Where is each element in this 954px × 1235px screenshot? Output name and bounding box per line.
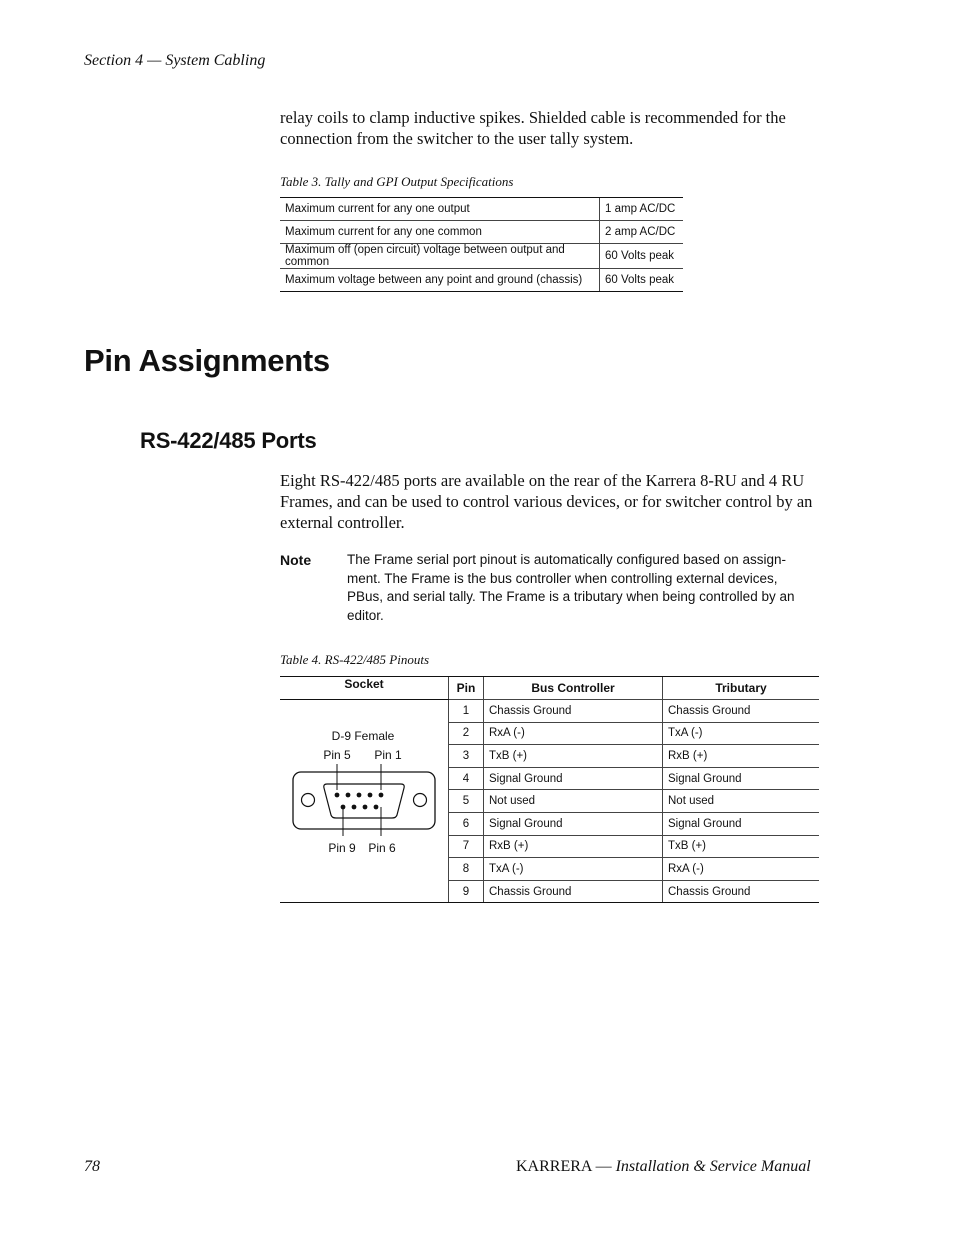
trib-cell: RxA (-) bbox=[663, 858, 820, 881]
table-row bbox=[280, 700, 819, 723]
trib-cell: Chassis Ground bbox=[663, 700, 820, 723]
bus-cell: Chassis Ground bbox=[484, 880, 663, 903]
header-pin: Pin bbox=[449, 677, 484, 700]
value-cell: 2 amp AC/DC bbox=[600, 221, 684, 244]
pin-3 bbox=[357, 793, 362, 798]
bus-cell: TxB (+) bbox=[484, 745, 663, 768]
header-tributary: Tributary bbox=[663, 677, 820, 700]
table4-caption: Table 4. RS-422/485 Pinouts bbox=[280, 652, 430, 667]
table-row bbox=[280, 198, 683, 221]
trib-cell: Chassis Ground bbox=[663, 880, 820, 903]
pin-7 bbox=[363, 805, 368, 810]
table-row bbox=[280, 269, 683, 292]
bus-cell: Signal Ground bbox=[484, 812, 663, 835]
trib-cell: TxB (+) bbox=[663, 835, 820, 858]
header-socket: Socket bbox=[280, 677, 449, 700]
pin-cell: 2 bbox=[449, 722, 484, 745]
pin-cell: 5 bbox=[449, 790, 484, 813]
manual-subtitle: Installation & Service Manual bbox=[615, 1158, 811, 1175]
trib-cell: Not used bbox=[663, 790, 820, 813]
spec-cell: Maximum current for any one output bbox=[280, 198, 600, 221]
manual-name: KARRERA bbox=[516, 1158, 592, 1175]
page-number: 78 bbox=[84, 1158, 100, 1175]
mounting-hole-right bbox=[414, 794, 427, 807]
header-bus-controller: Bus Controller bbox=[484, 677, 663, 700]
trib-cell: TxA (-) bbox=[663, 722, 820, 745]
spec-cell: Maximum current for any one common bbox=[280, 221, 600, 244]
spec-cell: Maximum off (open circuit) voltage between output and common bbox=[280, 244, 600, 269]
trib-cell: Signal Ground bbox=[663, 812, 820, 835]
pin5-label: Pin 5 bbox=[323, 748, 351, 762]
tally-gpi-spec-table bbox=[280, 197, 683, 292]
bus-cell: RxA (-) bbox=[484, 722, 663, 745]
d9-connector-diagram bbox=[280, 700, 448, 900]
pin-5 bbox=[335, 793, 340, 798]
pin-1 bbox=[379, 793, 384, 798]
intro-paragraph: relay coils to clamp inductive spikes. Shielded cable is recommended for the connection from the switcher to the user tally system. bbox=[280, 108, 786, 148]
pin-4 bbox=[346, 793, 351, 798]
socket-cell bbox=[280, 700, 449, 903]
note-text: The Frame serial port pinout is automatically configured based on assign-ment. The Frame is the bus controller when controlling external devices, PBus, and serial tally. The Frame is a tributary when being controlled by an editor. bbox=[347, 552, 795, 623]
pin-cell: 6 bbox=[449, 812, 484, 835]
value-cell: 60 Volts peak bbox=[600, 269, 684, 292]
pin-6 bbox=[374, 805, 379, 810]
pin-cell: 8 bbox=[449, 858, 484, 881]
connector-title: D-9 Female bbox=[331, 729, 395, 743]
table-row bbox=[280, 244, 683, 269]
trib-cell: RxB (+) bbox=[663, 745, 820, 768]
footer-separator: — bbox=[591, 1158, 616, 1175]
pin-cell: 9 bbox=[449, 880, 484, 903]
value-cell: 1 amp AC/DC bbox=[600, 198, 684, 221]
pin1-label: Pin 1 bbox=[374, 748, 402, 762]
note-label: Note bbox=[280, 552, 312, 568]
pin-cell: 7 bbox=[449, 835, 484, 858]
table-row bbox=[280, 221, 683, 244]
rs422-pinout-table bbox=[280, 676, 819, 903]
bus-cell: Chassis Ground bbox=[484, 700, 663, 723]
pin-cell: 3 bbox=[449, 745, 484, 768]
table-header-row bbox=[280, 677, 819, 700]
bus-cell: Not used bbox=[484, 790, 663, 813]
section-header: Section 4 — System Cabling bbox=[84, 52, 266, 69]
connector-d-face bbox=[324, 784, 404, 818]
pin-2 bbox=[368, 793, 373, 798]
bus-cell: Signal Ground bbox=[484, 767, 663, 790]
page-title: Pin Assignments bbox=[84, 343, 330, 378]
trib-cell: Signal Ground bbox=[663, 767, 820, 790]
bus-cell: RxB (+) bbox=[484, 835, 663, 858]
bus-cell: TxA (-) bbox=[484, 858, 663, 881]
pin6-label: Pin 6 bbox=[368, 841, 396, 855]
pin-8 bbox=[352, 805, 357, 810]
mounting-hole-left bbox=[302, 794, 315, 807]
pin-cell: 1 bbox=[449, 700, 484, 723]
ports-paragraph: Eight RS-422/485 ports are available on the rear of the Karrera 8-RU and 4 RU Frames, and can be used to control various devices, or for switcher control by an external controller. bbox=[280, 471, 813, 532]
section-heading: RS-422/485 Ports bbox=[140, 428, 317, 453]
pin-cell: 4 bbox=[449, 767, 484, 790]
table3-caption: Table 3. Tally and GPI Output Specifications bbox=[280, 174, 514, 189]
value-cell: 60 Volts peak bbox=[600, 244, 684, 269]
spec-cell: Maximum voltage between any point and ground (chassis) bbox=[280, 269, 600, 292]
footer-manual-title bbox=[516, 1158, 811, 1176]
pin9-label: Pin 9 bbox=[328, 841, 356, 855]
